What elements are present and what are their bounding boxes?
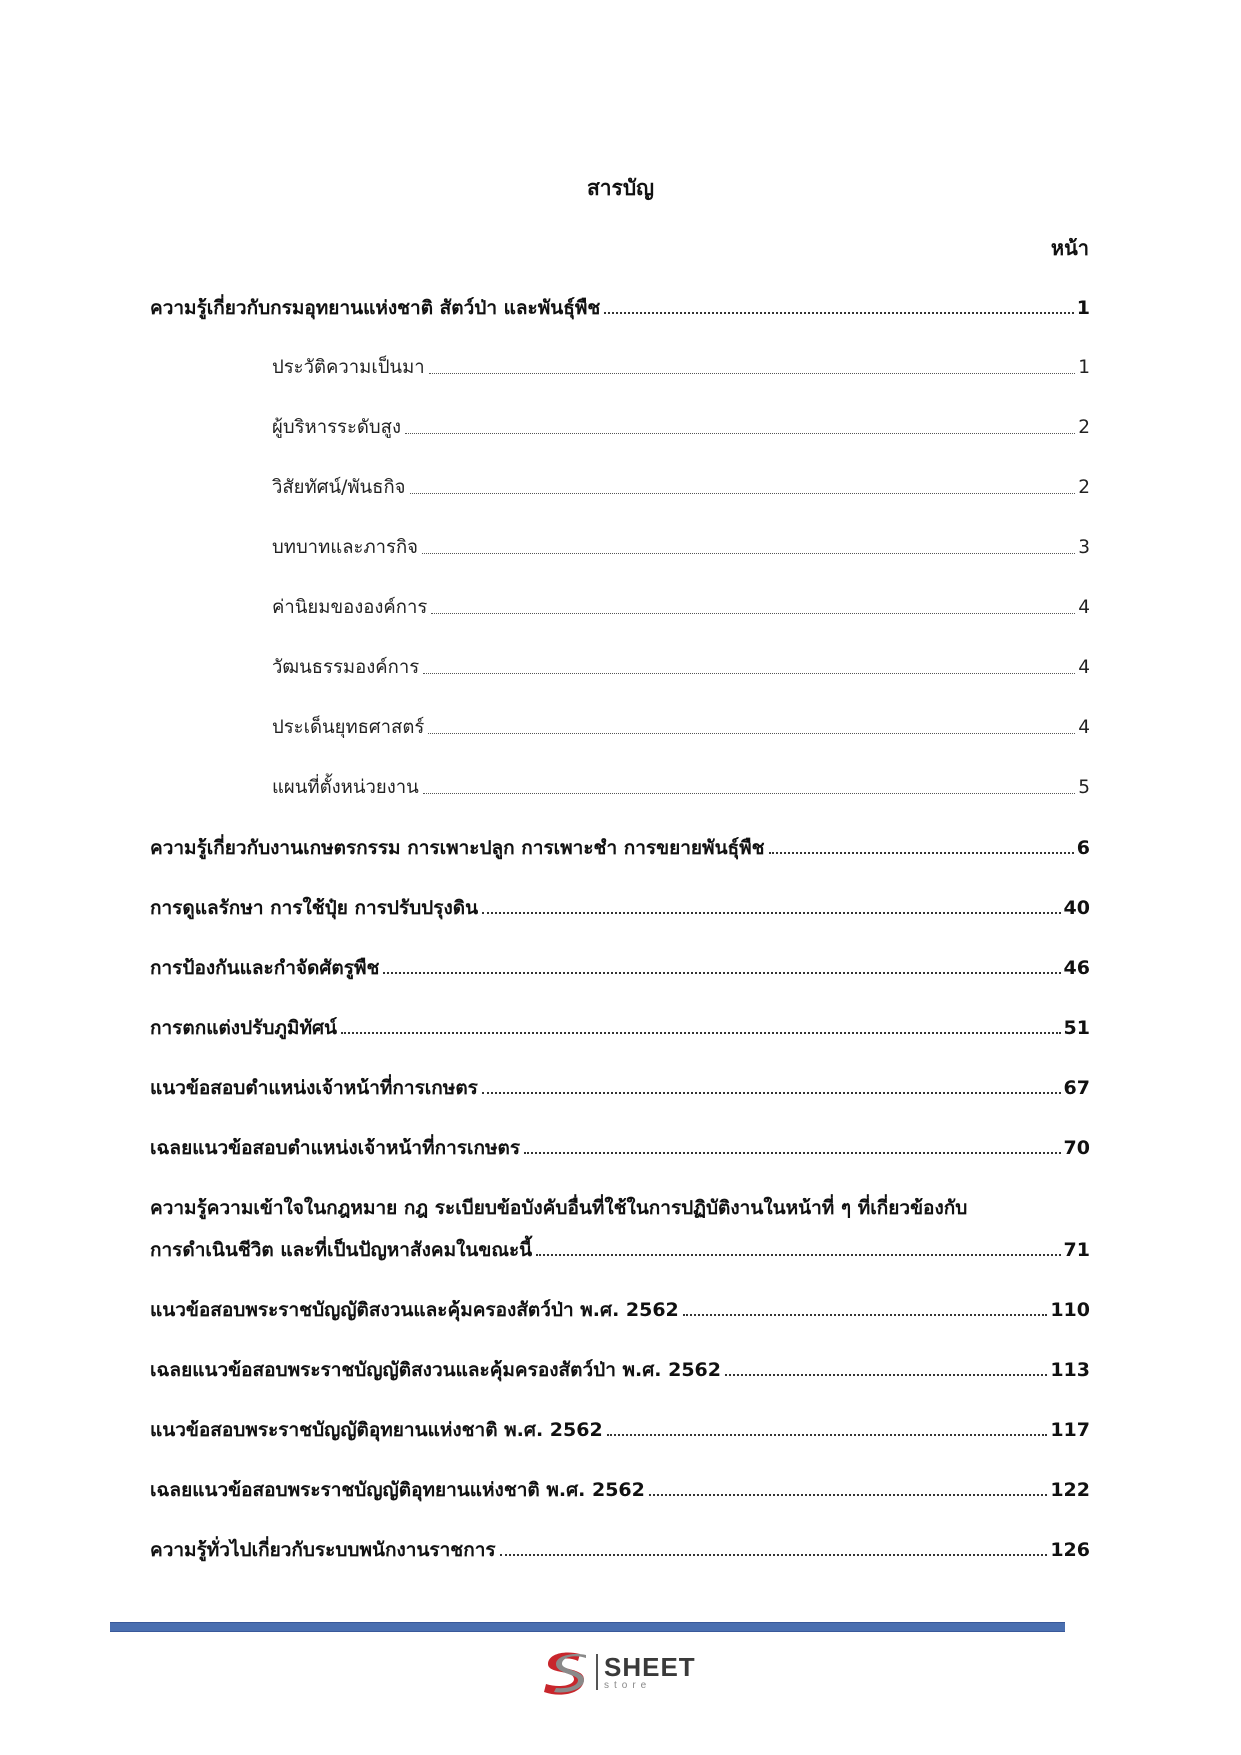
dot-leader: [423, 672, 1075, 674]
dot-leader: [383, 971, 1060, 974]
dot-leader: [769, 851, 1074, 854]
toc-entry-page: 1: [1078, 357, 1090, 378]
dot-leader: [524, 1151, 1060, 1154]
toc-entry-text: การดูแลรักษา การใช้ปุ๋ย การปรับปรุงดิน: [150, 897, 479, 919]
logo-subword: store: [604, 1679, 652, 1691]
toc-entry-text-line1: ความรู้ความเข้าใจในกฎหมาย กฎ ระเบียบข้อบังคับอื่นที่ใช้ในการปฏิบัติงานในหน้าที่ ๆ ที่เกี่ยวข้องกับ: [150, 1197, 968, 1219]
toc-subentry[interactable]: [272, 776, 1090, 800]
toc-entry[interactable]: [150, 1076, 1090, 1100]
dot-leader: [482, 1091, 1061, 1094]
dot-leader: [500, 1553, 1048, 1556]
toc-entry[interactable]: [150, 836, 1090, 860]
dot-leader: [410, 492, 1076, 494]
toc-entry-text: แผนที่ตั้งหน่วยงาน: [272, 777, 419, 798]
toc-entry-page: 4: [1078, 597, 1090, 618]
dot-leader: [341, 1031, 1061, 1034]
toc-entry-page: 3: [1078, 537, 1090, 558]
toc-entry[interactable]: [150, 896, 1090, 920]
toc-entry-page: 67: [1063, 1077, 1090, 1099]
toc-entry-text: แนวข้อสอบตำแหน่งเจ้าหน้าที่การเกษตร: [150, 1077, 478, 1099]
toc-entry-page: 122: [1050, 1479, 1090, 1501]
toc-subentry[interactable]: [272, 416, 1090, 440]
toc-entry-text: เฉลยแนวข้อสอบพระราชบัญญัติอุทยานแห่งชาติ พ.ศ. 2562: [150, 1479, 645, 1501]
toc-entry-text: ความรู้เกี่ยวกับกรมอุทยานแห่งชาติ สัตว์ป่า และพันธุ์พืช: [150, 297, 601, 319]
dot-leader: [482, 911, 1060, 914]
toc-entry-text: ค่านิยมขององค์การ: [272, 597, 428, 618]
dot-leader: [683, 1313, 1048, 1316]
dot-leader: [604, 311, 1074, 314]
dot-leader: [405, 432, 1075, 434]
dot-leader: [607, 1433, 1048, 1436]
toc-entry[interactable]: [150, 1358, 1090, 1382]
toc-entry[interactable]: [150, 1478, 1090, 1502]
toc-entry[interactable]: [150, 1418, 1090, 1442]
toc-entry[interactable]: [150, 296, 1090, 320]
dot-leader: [536, 1253, 1060, 1256]
toc-entry-page: 2: [1078, 477, 1090, 498]
dot-leader: [431, 612, 1075, 614]
toc-entry[interactable]: [150, 1016, 1090, 1040]
toc-subentry[interactable]: [272, 596, 1090, 620]
toc-entry[interactable]: [150, 1538, 1090, 1562]
toc-entry-page: 110: [1050, 1299, 1090, 1321]
toc-entry-page: 4: [1078, 657, 1090, 678]
toc-entry-multiline[interactable]: [150, 1196, 1090, 1262]
dot-leader: [422, 552, 1075, 554]
toc-entry-page: 5: [1078, 777, 1090, 798]
toc-entry-text: ประวัติความเป็นมา: [272, 357, 425, 378]
toc-entry-page: 6: [1076, 837, 1090, 859]
toc-entry-page: 113: [1050, 1359, 1090, 1381]
toc-entry-page: 126: [1050, 1539, 1090, 1561]
toc-subentry[interactable]: [272, 716, 1090, 740]
sheet-store-s-icon: [540, 1648, 592, 1696]
toc-entry-text: แนวข้อสอบพระราชบัญญัติอุทยานแห่งชาติ พ.ศ. 2562: [150, 1419, 603, 1441]
dot-leader: [649, 1493, 1047, 1496]
toc-entry-text: แนวข้อสอบพระราชบัญญัติสงวนและคุ้มครองสัตว์ป่า พ.ศ. 2562: [150, 1299, 679, 1321]
toc-entry-page: 117: [1050, 1419, 1090, 1441]
toc-entry[interactable]: [150, 956, 1090, 980]
toc-entry-text: ความรู้ทั่วไปเกี่ยวกับระบบพนักงานราชการ: [150, 1539, 496, 1561]
toc-entry-text: ผู้บริหารระดับสูง: [272, 417, 401, 438]
toc-entry-page: 51: [1063, 1017, 1090, 1039]
toc-entry-page: 4: [1078, 717, 1090, 738]
toc-entry-text: ประเด็นยุทธศาสตร์: [272, 717, 425, 738]
dot-leader: [725, 1373, 1047, 1376]
toc-entry-text: การตกแต่งปรับภูมิทัศน์: [150, 1017, 338, 1039]
page-column-header: หน้า: [1050, 236, 1089, 260]
toc-entry-text: การป้องกันและกำจัดศัตรูพืช: [150, 957, 380, 979]
dot-leader: [423, 792, 1075, 794]
toc-subentry[interactable]: [272, 656, 1090, 680]
toc-entry-text: บทบาทและภารกิจ: [272, 537, 419, 558]
toc-entry-text: ความรู้เกี่ยวกับงานเกษตรกรรม การเพาะปลูก การเพาะชำ การขยายพันธุ์พืช: [150, 837, 765, 859]
footer-divider-bar: [110, 1622, 1065, 1632]
sheet-store-logo: [540, 1648, 720, 1696]
toc-entry-text: วัฒนธรรมองค์การ: [272, 657, 420, 678]
toc-subentry[interactable]: [272, 536, 1090, 560]
dot-leader: [428, 732, 1075, 734]
toc-entry-page: 46: [1063, 957, 1090, 979]
logo-wordmark: SHEET: [604, 1651, 696, 1682]
toc-title: สารบัญ: [586, 176, 655, 200]
toc-entry-text: เฉลยแนวข้อสอบตำแหน่งเจ้าหน้าที่การเกษตร: [150, 1137, 521, 1159]
dot-leader: [429, 372, 1076, 374]
toc-entry-text: เฉลยแนวข้อสอบพระราชบัญญัติสงวนและคุ้มครองสัตว์ป่า พ.ศ. 2562: [150, 1359, 721, 1381]
toc-entry-page: 70: [1063, 1137, 1090, 1159]
toc-entry-page: 40: [1063, 897, 1090, 919]
toc-entry-page: 2: [1078, 417, 1090, 438]
toc-entry[interactable]: [150, 1298, 1090, 1322]
toc-entry-text-line2: การดำเนินชีวิต และที่เป็นปัญหาสังคมในขณะนี้: [150, 1239, 533, 1261]
toc-subentry[interactable]: [272, 476, 1090, 500]
logo-separator: [596, 1654, 598, 1690]
toc-entry[interactable]: [150, 1136, 1090, 1160]
toc-subentry[interactable]: [272, 356, 1090, 380]
toc-entry-page: 1: [1076, 297, 1090, 319]
toc-entry-page: 71: [1063, 1239, 1090, 1261]
toc-entry-text: วิสัยทัศน์/พันธกิจ: [272, 477, 406, 498]
